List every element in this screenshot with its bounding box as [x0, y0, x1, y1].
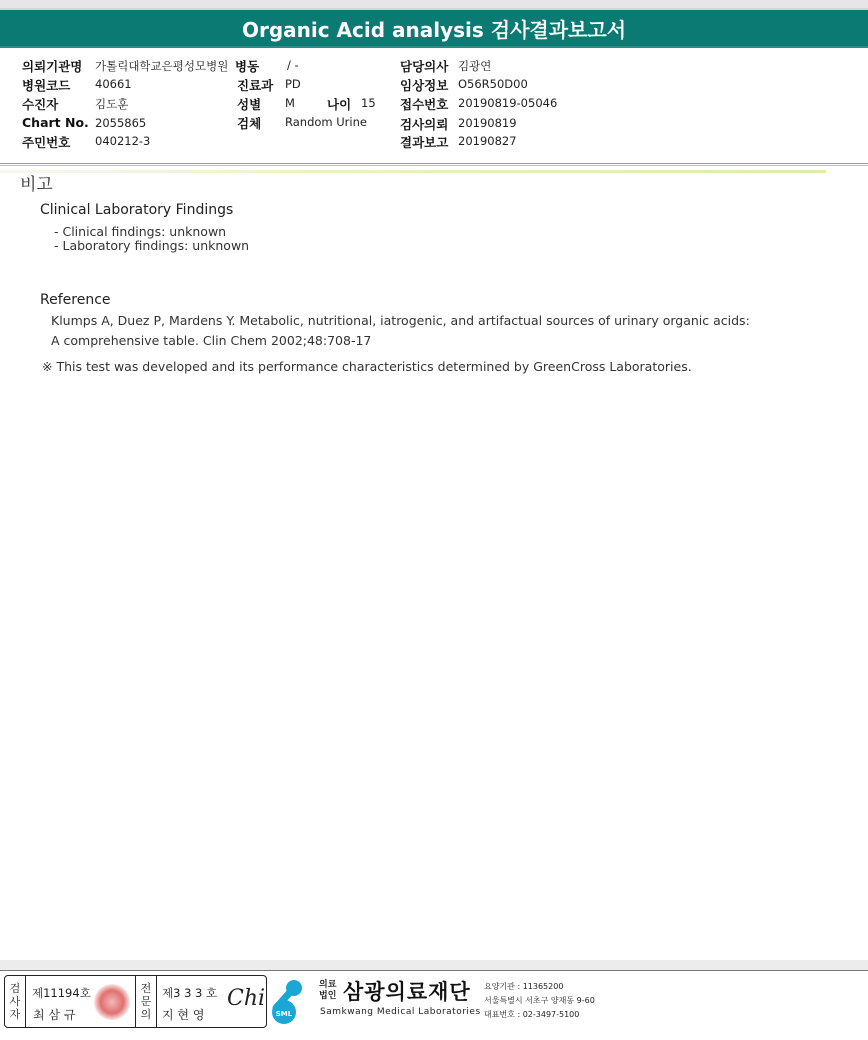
doctor-value: 김광연: [458, 59, 492, 73]
report-title-bar: [0, 8, 868, 48]
specimen-label: 검체: [237, 116, 262, 131]
specimen-value: Random Urine: [285, 115, 367, 129]
sex-value: M: [285, 96, 295, 110]
laboratory-findings-line: - Laboratory findings: unknown: [54, 238, 250, 253]
hospital-label: 의뢰기관명: [22, 59, 83, 74]
department-value: PD: [285, 77, 301, 91]
chart-number-label: Chart No.: [22, 115, 89, 130]
examiner-seal-icon: [94, 984, 130, 1020]
age-label: 나이: [327, 97, 352, 112]
specialist-name: 지 현 영: [162, 1008, 205, 1022]
clinical-info-label: 임상정보: [400, 78, 449, 93]
specialist-signature: Chi: [227, 986, 266, 1011]
divider: [0, 163, 868, 164]
receipt-number-label: 접수번호: [400, 97, 449, 112]
divider: [0, 165, 868, 166]
ward-value: / -: [287, 58, 299, 72]
clinical-info-value: O56R50D00: [458, 77, 528, 91]
disclaimer-note: ※ This test was developed and its performance characteristics determined by GreenCross Laboratories.: [42, 359, 692, 374]
specialist-label: 전문의: [135, 976, 157, 1027]
logo-text: SML: [275, 1010, 293, 1018]
department-label: 진료과: [237, 78, 274, 93]
resident-id-value: 040212-3: [95, 134, 151, 148]
doctor-label: 담당의사: [400, 59, 449, 74]
examiner-license: 제11194호: [32, 986, 91, 1000]
hospital-code-label: 병원코드: [22, 78, 71, 93]
reference-citation-line2: A comprehensive table. Clin Chem 2002;48:708-17: [51, 333, 372, 348]
remarks-label: 비고: [20, 175, 53, 195]
ward-label: 병동: [235, 59, 260, 74]
section-accent-line: [0, 170, 826, 173]
organization-phone: 대표번호 : 02-3497-5100: [484, 1010, 580, 1019]
request-date-value: 20190819: [458, 116, 517, 130]
examiner-name: 최 삼 규: [33, 1008, 76, 1022]
sml-logo-icon: [270, 976, 304, 1026]
footer-divider: [0, 970, 868, 971]
footer-band: [0, 960, 868, 970]
signature-box: [4, 975, 267, 1028]
report-date-label: 결과보고: [400, 135, 449, 150]
specialist-license: 제3 3 3 호: [162, 986, 218, 1000]
patient-value: 김도훈: [95, 97, 129, 111]
organization-address: 서울특별시 서초구 양재동 9-60: [484, 996, 595, 1005]
chart-number-value: 2055865: [95, 116, 147, 130]
org-prefix-1: 의료: [319, 980, 337, 990]
examiner-label: 검사자: [5, 976, 26, 1027]
report-title: Organic Acid analysis 검사결과보고서: [241, 17, 627, 42]
patient-label: 수진자: [22, 97, 59, 112]
clinical-findings-line: - Clinical findings: unknown: [54, 224, 227, 239]
hospital-value: 가톨릭대학교은평성모병원: [95, 59, 229, 73]
organization-name: 삼광의료재단: [343, 980, 471, 1004]
patient-info-panel: [0, 52, 868, 164]
reference-citation-line1: Klumps A, Duez P, Mardens Y. Metabolic, nutritional, iatrogenic, and artifactual sources of urinary organic acids:: [51, 313, 750, 328]
organization-english-name: Samkwang Medical Laboratories: [320, 1007, 481, 1017]
report-date-value: 20190827: [458, 134, 517, 148]
org-prefix-2: 법인: [319, 991, 337, 1001]
receipt-number-value: 20190819-05046: [458, 96, 558, 110]
sex-label: 성별: [237, 97, 262, 112]
hospital-code-value: 40661: [95, 77, 132, 91]
resident-id-label: 주민번호: [22, 135, 71, 150]
reference-heading: Reference: [40, 292, 111, 308]
request-date-label: 검사의뢰: [400, 117, 449, 132]
organization-code: 요양기관 : 11365200: [484, 982, 564, 991]
clinical-findings-heading: Clinical Laboratory Findings: [40, 202, 234, 218]
top-border: [0, 0, 868, 8]
age-value: 15: [361, 96, 376, 110]
